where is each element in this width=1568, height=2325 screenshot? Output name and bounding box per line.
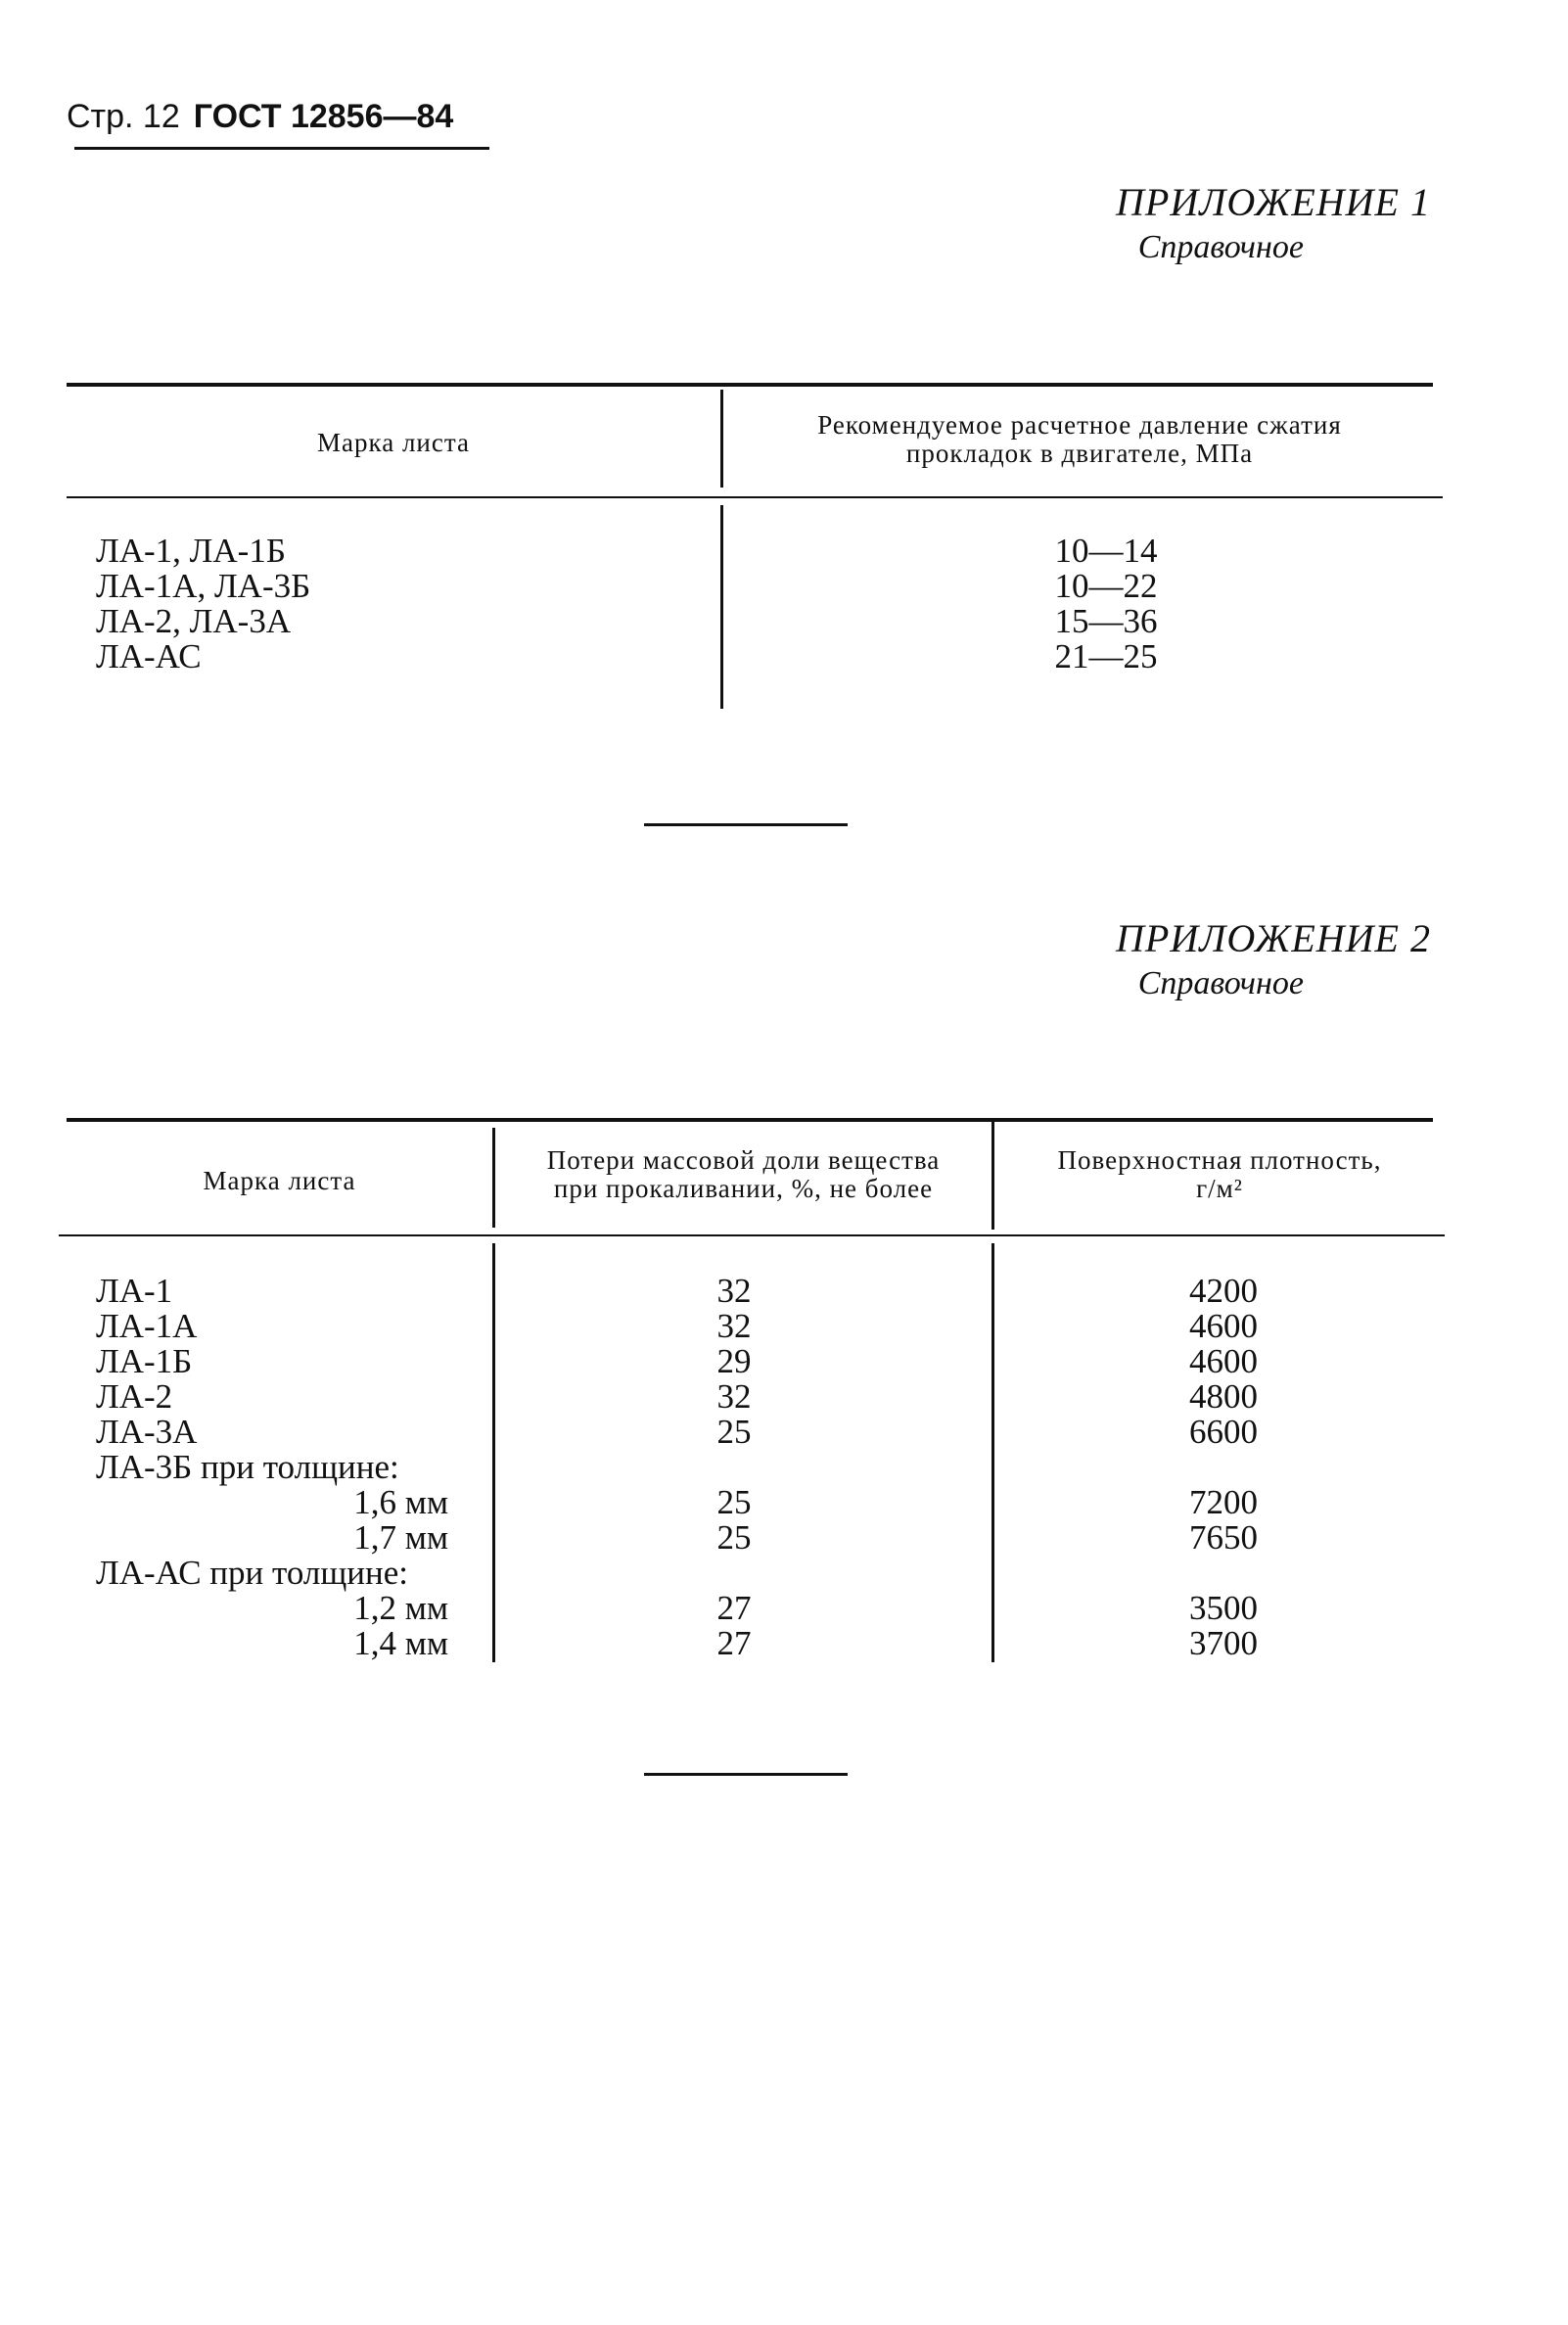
section-separator (644, 823, 848, 826)
table2-grade-group: ЛА-3Б при толщине: (96, 1448, 399, 1486)
table2-density: 4600 (1189, 1342, 1258, 1380)
page-header (67, 98, 453, 136)
table1-header-rule (67, 496, 1443, 498)
table2-loss: 32 (716, 1307, 752, 1345)
table2-loss: 25 (716, 1413, 752, 1451)
table2-loss: 25 (716, 1518, 752, 1557)
table2-col-density-line2: г/м² (1196, 1174, 1243, 1203)
appendix2-subtitle: Справочное (1137, 965, 1304, 1001)
table2-density: 3500 (1189, 1589, 1258, 1627)
table2-body-divider-1 (492, 1243, 495, 1662)
table1-pressure: 10—22 (1054, 567, 1158, 605)
table2-grade: ЛА-3А (96, 1413, 198, 1451)
appendix1-title: ПРИЛОЖЕНИЕ 1 (1116, 180, 1431, 224)
table1-pressure: 10—14 (1054, 532, 1158, 570)
table2-col-loss-line2: при прокаливании, %, не более (553, 1174, 934, 1203)
table2-col-loss-line1: Потери массовой доли вещества (546, 1145, 941, 1175)
table2-grade: ЛА-1А (96, 1307, 198, 1345)
table2-loss: 27 (716, 1624, 752, 1662)
table2-density: 4200 (1189, 1272, 1258, 1310)
table2-density: 4800 (1189, 1377, 1258, 1416)
table2-loss: 29 (716, 1342, 752, 1380)
appendix2-title: ПРИЛОЖЕНИЕ 2 (1116, 916, 1431, 960)
table1-grade: ЛА-2, ЛА-3А (96, 602, 292, 640)
table2-density: 6600 (1189, 1413, 1258, 1451)
table1-grade: ЛА-1, ЛА-1Б (96, 532, 286, 570)
table2-thickness: 1,7 мм (353, 1518, 448, 1557)
table1-body-divider (720, 505, 723, 709)
table2-density: 7200 (1189, 1483, 1258, 1521)
table1-col-grade: Марка листа (317, 428, 470, 457)
table2-col-density-line1: Поверхностная плотность, (1057, 1145, 1382, 1175)
table2-grade: ЛА-1Б (96, 1342, 193, 1380)
table2-loss: 32 (716, 1377, 752, 1416)
table2-col-grade: Марка листа (203, 1166, 356, 1195)
table1-header-divider (720, 390, 723, 488)
table2-density: 3700 (1189, 1624, 1258, 1662)
table2-thickness: 1,2 мм (353, 1589, 448, 1627)
table2-density: 4600 (1189, 1307, 1258, 1345)
table2-top-rule (67, 1118, 1433, 1122)
section-separator (644, 1773, 848, 1776)
table2-grade: ЛА-1 (96, 1272, 173, 1310)
table1-top-rule (67, 383, 1433, 387)
table1-pressure: 15—36 (1054, 602, 1158, 640)
appendix1-subtitle: Справочное (1137, 229, 1304, 265)
table2-loss: 32 (716, 1272, 752, 1310)
table2-grade-group: ЛА-АС при толщине: (96, 1554, 409, 1592)
page-number: Стр. 12 (67, 98, 180, 135)
table1-grade: ЛА-1А, ЛА-3Б (96, 567, 311, 605)
table2-density: 7650 (1189, 1518, 1258, 1557)
table1-pressure: 21—25 (1054, 637, 1158, 675)
table1-grade: ЛА-АС (96, 637, 202, 675)
table1-col-pressure-line1: Рекомендуемое расчетное давление сжатия (817, 410, 1342, 440)
table2-loss: 25 (716, 1483, 752, 1521)
table2-loss: 27 (716, 1589, 752, 1627)
table2-body-divider-2 (992, 1243, 994, 1662)
table2-grade: ЛА-2 (96, 1377, 173, 1416)
standard-number: ГОСТ 12856—84 (193, 98, 454, 135)
header-underline (74, 147, 489, 150)
table2-thickness: 1,4 мм (353, 1624, 448, 1662)
table2-thickness: 1,6 мм (353, 1483, 448, 1521)
table1-col-pressure-line2: прокладок в двигателе, МПа (905, 439, 1254, 468)
table2-header-rule (59, 1234, 1445, 1236)
